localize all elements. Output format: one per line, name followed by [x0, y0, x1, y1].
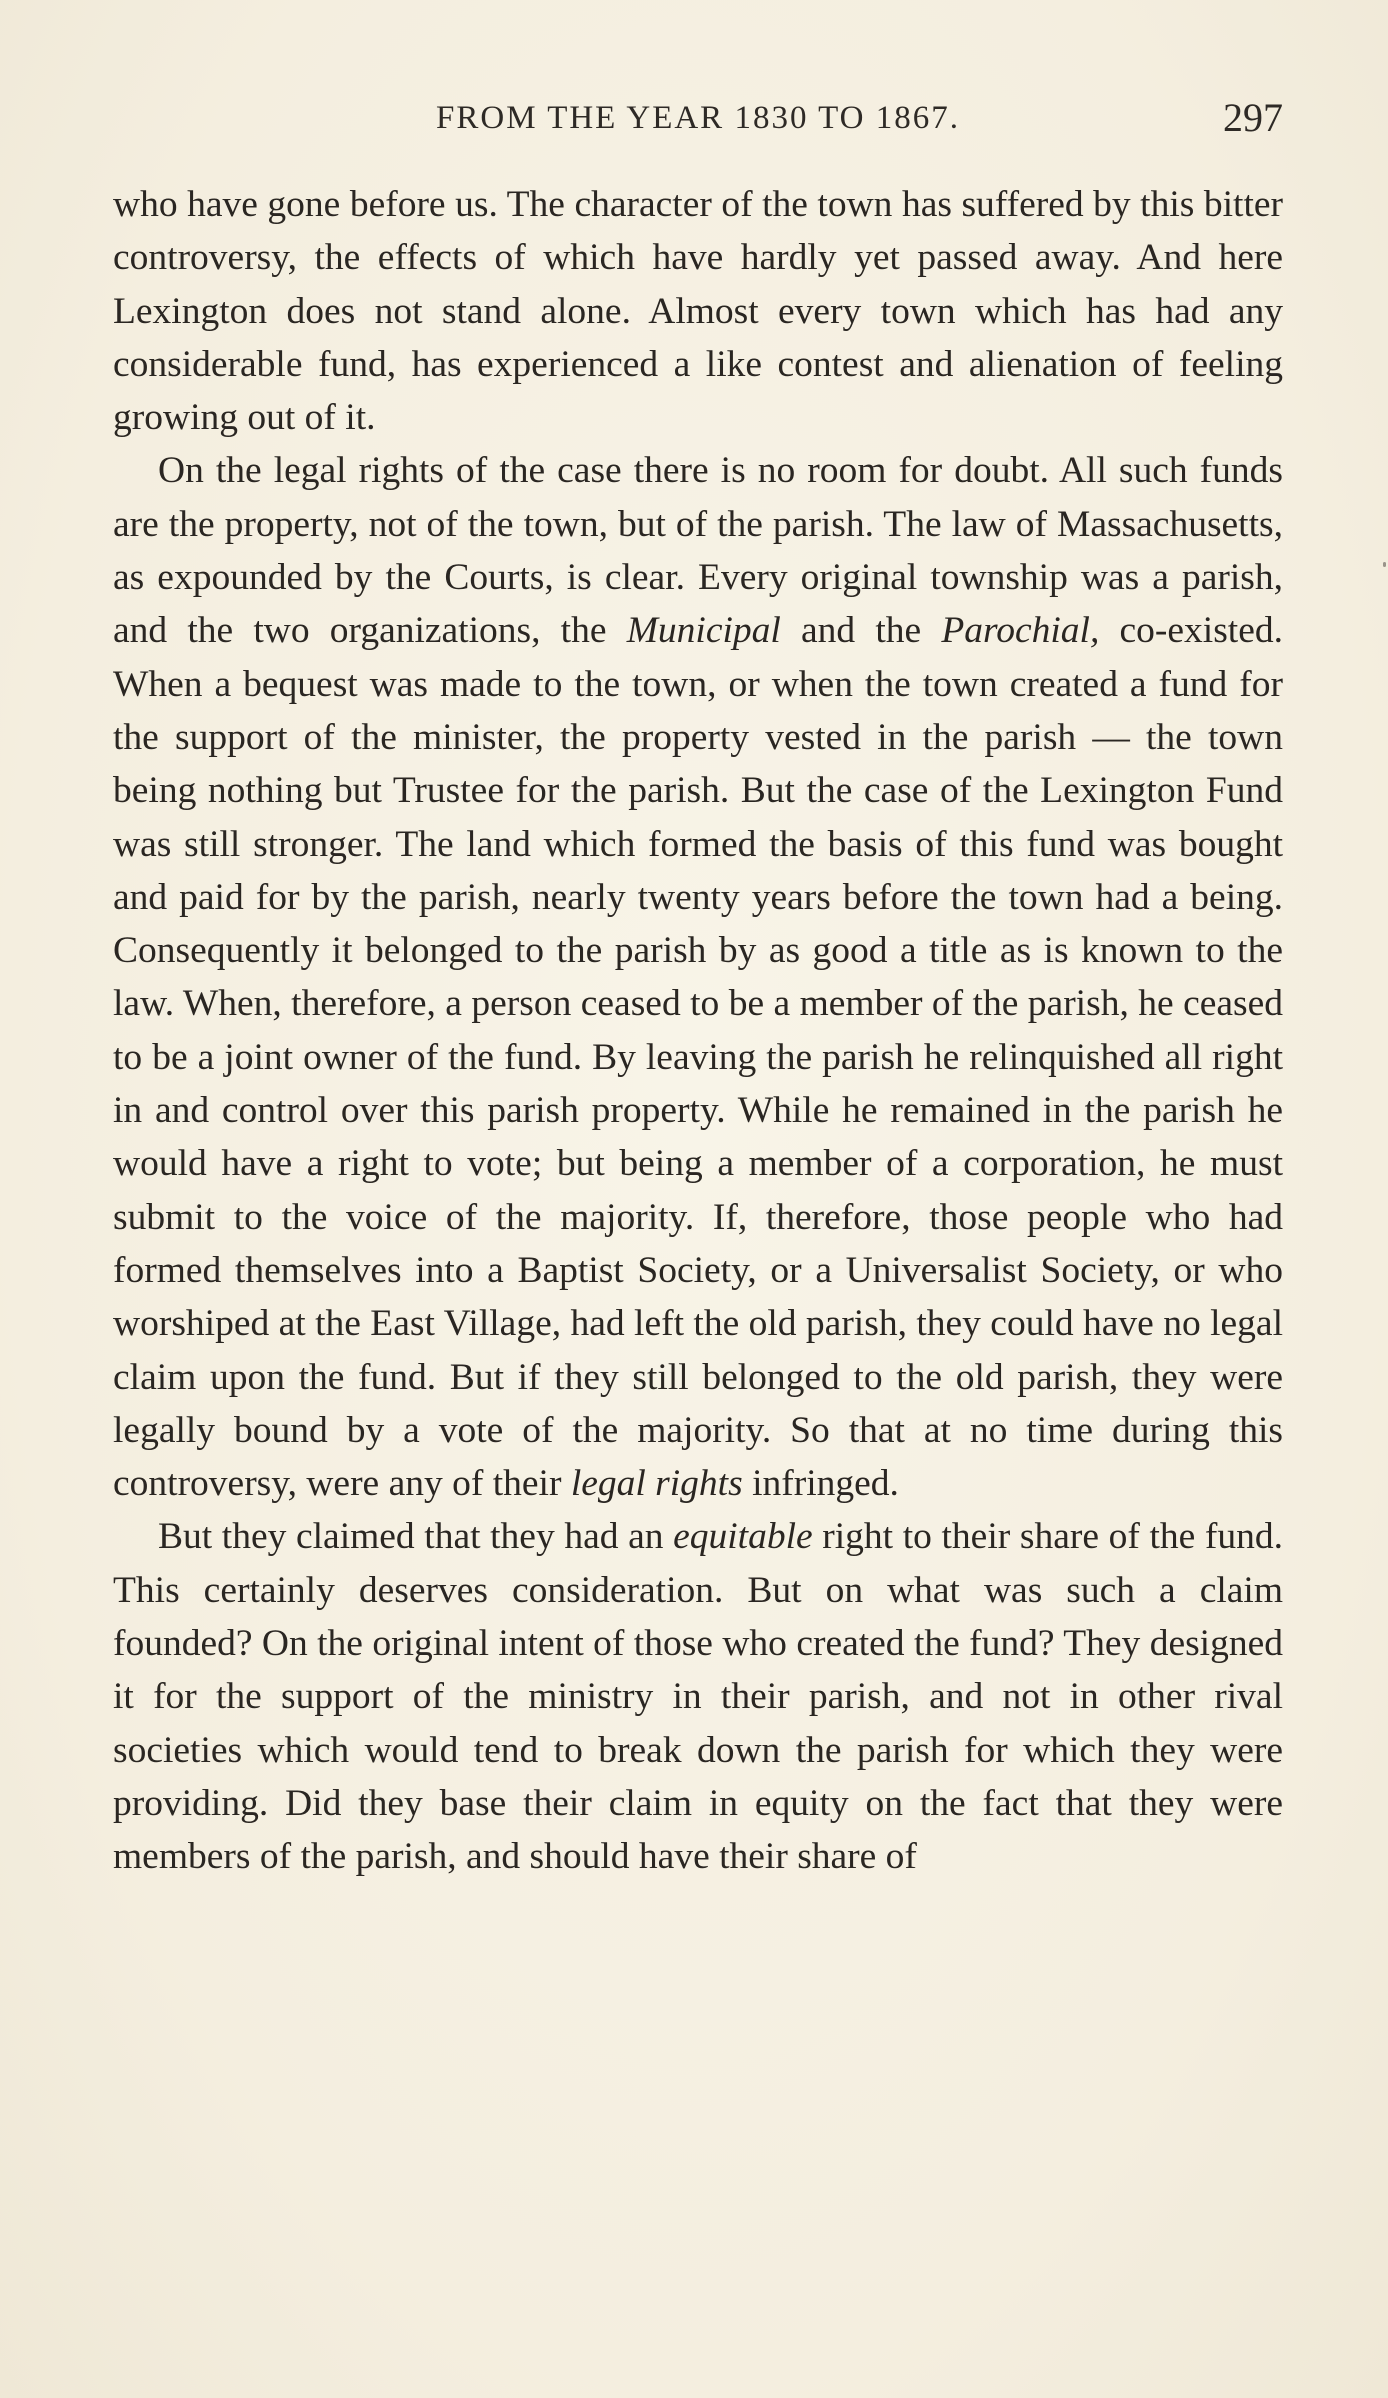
text-run: On the legal rights of the case there is no room for doubt. All such funds are the property, not of the town, but of the parish. The law of Massachusetts, as expounded by the Courts, is clear. Every original township was a parish, and the two organizations, the: [113, 450, 1283, 652]
text-run: infringed.: [742, 1463, 899, 1505]
text-run: right to their share of the fund. This certainly deserves consideration. But on what was such a claim founded? On the original intent of those who created the fund? They designed it for the support of the ministry in their parish, and not in other rival societies which would tend to break down the parish for which they were providing. Did they base their claim in equity on the fact that they were members of the parish, and should have their share of: [113, 1516, 1283, 1878]
italic-text: legal rights: [570, 1463, 743, 1505]
text-run: co-existed. When a bequest was made to the town, or when the town created a fund for the support of the minister, the property vested in the parish — the town being nothing but Trustee for the parish. But the case of the Lexington Fund was still stronger. The land which formed the basis of this fund was bought and paid for by the parish, nearly twenty years before the town had a being. Consequently it belonged to the parish by as good a title as is known to the law. When, therefore, a person ceased to be a member of the parish, he ceased to be a joint owner of the fund. By leaving the parish he relinquished all right in and control over this parish property. While he remained in the parish he would have a right to vote; but being a member of a corporation, he must submit to the voice of the majority. If, therefore, those people who had formed themselves into a Baptist Society, or a Universalist Society, or who worshiped at the East Village, had left the old parish, they could have no legal claim upon the fund. But if they still belonged to the old parish, they were legally bound by a vote of the majority. So that at no time during this controversy, were any of their: [113, 610, 1283, 1505]
running-title: FROM THE YEAR 1830 TO 1867.: [436, 100, 960, 136]
italic-text: Parochial,: [941, 610, 1100, 652]
italic-text: Municipal: [626, 610, 781, 652]
text-run: and the: [780, 610, 942, 652]
body-text: [113, 178, 1283, 1884]
text-run: who have gone before us. The character of the town has suffered by this bitter controversy, the effects of which have hardly yet passed away. And here Lexington does not stand alone. Almost every town which has had any considerable fund, has experienced a like contest and alienation of feeling growing out of it.: [113, 184, 1283, 439]
paragraph: [113, 178, 1283, 444]
running-header: [113, 94, 1283, 144]
text-run: But they claimed that they had an: [158, 1516, 674, 1558]
italic-text: equitable: [673, 1516, 813, 1558]
paragraph: [113, 444, 1283, 1510]
page-number: 297: [1223, 95, 1283, 140]
paragraph: [113, 1510, 1283, 1883]
paper-speck: [1383, 562, 1386, 567]
